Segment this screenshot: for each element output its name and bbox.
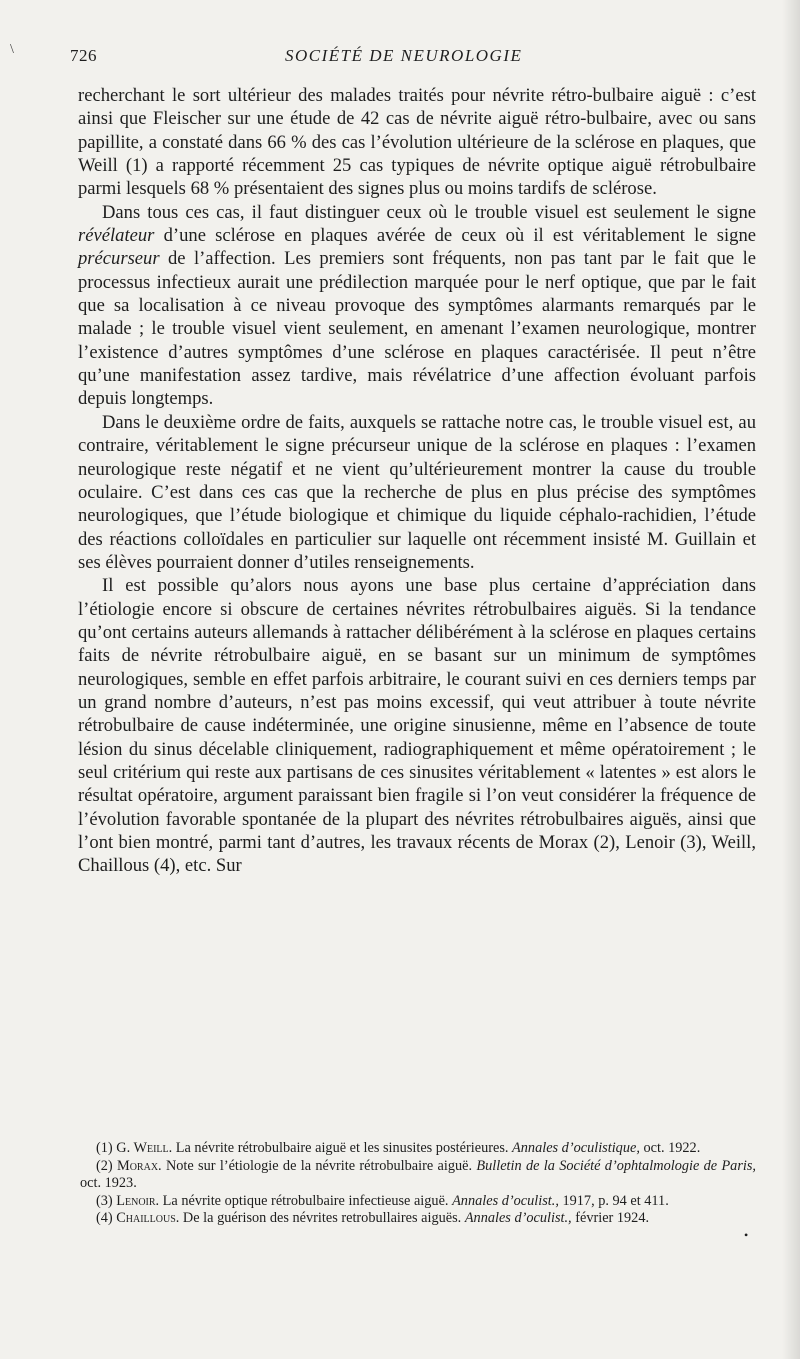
footnote-3-source: Annales d’oculist., [452, 1192, 559, 1209]
emphasis-precurseur: précurseur [78, 248, 160, 270]
footnote-3-number: (3) [96, 1192, 117, 1209]
footnote-4-author: Chaillous. [116, 1210, 180, 1227]
paragraph-3-text: Dans le deuxième ordre de faits, auxquels se rattache notre cas, le trouble visuel est, au contraire, véritablement le signe précurseur unique de la sclérose en plaques : l’examen neurologique reste négatif et ne vient qu’ultérieurement montrer la cause du trouble oculaire. C’est dans ces cas que la recherche de plus en plus précise des symptômes neurologiques, que l’étude biologique et chimique du liquide céphalo-rachidien, l’étude des réactions colloïdales en particulier sur laquelle ont récemment insisté M. Guillain et ses élèves pourraient donner d’utiles renseignements. [78, 411, 756, 573]
footnote-3-details: 1917, p. 94 et 411. [558, 1192, 669, 1209]
footnote-1 [80, 1140, 756, 1158]
footnote-1-text: La névrite rétrobulbaire aiguë et les sinusites postérieures. [172, 1140, 513, 1156]
footnote-2-number: (2) [96, 1157, 117, 1174]
footnote-2-author: Morax. [117, 1157, 162, 1174]
page-header [70, 46, 770, 70]
footnote-4-details: février 1924. [571, 1210, 650, 1227]
paragraph-1 [78, 84, 756, 201]
footnote-1-details: oct. 1922. [639, 1140, 701, 1156]
footnote-2 [80, 1158, 756, 1193]
footnote-4-number: (4) [96, 1210, 117, 1227]
paragraph-3 [78, 411, 756, 574]
footnote-1-author: G. Weill. [116, 1140, 173, 1156]
body-text [78, 84, 756, 878]
footnotes [80, 1140, 756, 1228]
paragraph-2-text-middle: d’une sclérose en plaques avérée de ceux où il est véritablement le signe [154, 225, 756, 247]
footnote-1-source: Annales d’oculistique, [512, 1140, 640, 1156]
paragraph-2-text-end: de l’affection. Les premiers sont fréquents, non pas tant par le fait que le processus infectieux aurait une prédilection marquée pour le nerf optique, que par le fait que sa localisation à ce niveau provoque des symptômes alarmants remarqués par le malade ; le trouble visuel vient seulement, en amenant l’examen neurologique, montrer l’existence d’autres symptômes d’une sclérose en plaques caractérisée. Il peut n’être qu’une manifestation assez tardive, mais révélatrice d’une affection évoluant parfois depuis longtemps. [78, 248, 756, 410]
emphasis-revelateur: révélateur [78, 225, 155, 247]
margin-mark: \ [10, 42, 14, 57]
paragraph-2-text-start: Dans tous ces cas, il faut distinguer ceux où le trouble visuel est seulement le signe [102, 201, 756, 223]
footnote-4 [80, 1210, 756, 1228]
paragraph-1-text: recherchant le sort ultérieur des malades traités pour névrite rétro-bulbaire aiguë : c’est ainsi que Fleischer sur une étude de 42 cas de névrite aiguë rétro-bulbaire, avec ou sans papillite, a constaté dans 66 % des cas l’évolution ultérieure de la sclérose en plaques, que Weill (1) a rapporté récemment 25 cas typiques de névrite optique aiguë rétrobulbaire parmi lesquels 68 % présentaient des signes plus ou moins tardifs de sclérose. [78, 85, 756, 200]
paragraph-4 [78, 574, 756, 877]
footnote-3-text: La névrite optique rétrobulbaire infectieuse aiguë. [159, 1192, 453, 1209]
paragraph-4-text: Il est possible qu’alors nous ayons une base plus certaine d’appréciation dans l’étiologie encore si obscure de certaines névrites rétrobulbaires aiguës. Si la tendance qu’ont certains auteurs allemands à rattacher délibérément à la sclérose en plaques certains faits de névrite rétrobulbaire aiguë, en se basant sur un minimum de symptômes neurologiques, semble en effet parfois arbitraire, le courant suivi en ces derniers temps par un grand nombre d’auteurs, n’est pas moins excessif, qui veut attribuer à toute névrite rétrobulbaire de cause indéterminée, une origine sinusienne, même en l’absence de toute lésion du sinus décelable cliniquement, radiographiquement et même opératoirement ; le seul critérium qui reste aux partisans de ces sinusites véritablement « latentes » est alors le résultat opératoire, argument paraissant bien fragile si l’on veut considérer la fréquence de l’évolution favorable spontanée de la plupart des névrites rétrobulbaires aiguës, ainsi que l’ont bien montré, parmi tant d’autres, les travaux récents de Morax (2), Lenoir (3), Weill, Chaillous (4), etc. Sur [78, 575, 756, 877]
paragraph-2 [78, 201, 756, 411]
footnote-2-text: Note sur l’étiologie de la névrite rétrobulbaire aiguë. [161, 1157, 477, 1174]
bullet-mark: • [744, 1228, 749, 1242]
footnote-2-details: oct. 1923. [80, 1175, 137, 1192]
footnote-3 [80, 1193, 756, 1211]
page-number: 726 [70, 46, 97, 65]
footnote-4-source: Annales d’oculist., [464, 1210, 572, 1227]
page-edge-shadow [782, 0, 800, 1359]
running-head: SOCIÉTÉ DE NEUROLOGIE [285, 46, 523, 65]
footnote-3-author: Lenoir. [116, 1192, 160, 1209]
footnote-4-text: De la guérison des névrites retrobullaires aiguës. [179, 1210, 465, 1227]
footnote-1-number: (1) [96, 1140, 117, 1156]
footnote-2-source: Bulletin de la Société d’ophtalmologie de Paris, [476, 1157, 756, 1174]
